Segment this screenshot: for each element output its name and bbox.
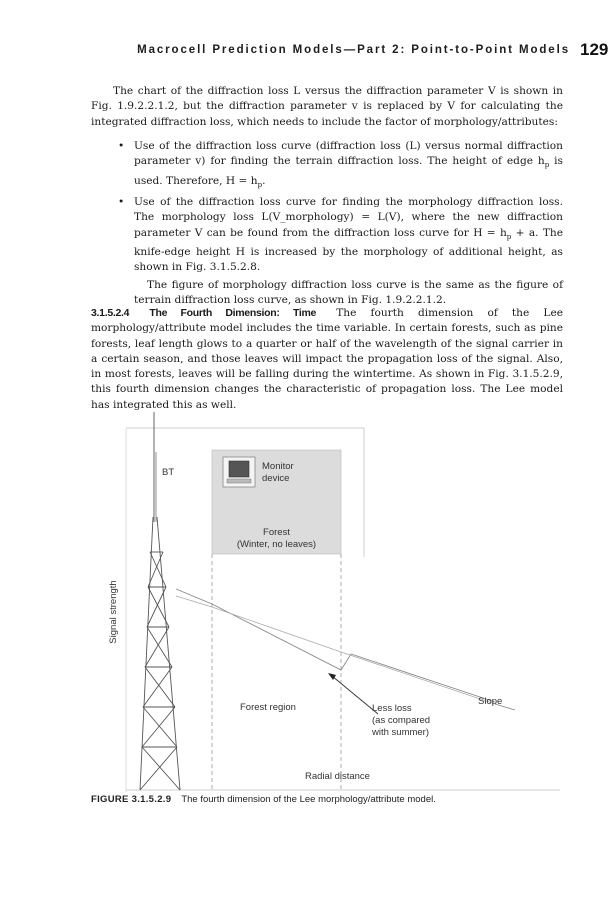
x-axis-label: Radial distance xyxy=(305,771,370,782)
section-3-1-5-2-4 xyxy=(91,306,563,413)
signal-curve-lower xyxy=(176,596,495,704)
section-number: 3.1.5.2.4 xyxy=(91,307,130,319)
subscript: p xyxy=(506,232,512,241)
figure-caption xyxy=(91,794,571,805)
bullet-text: is used. Therefore, H = h xyxy=(134,155,563,187)
monitor-label-line2: device xyxy=(262,473,290,484)
page-number: 129 xyxy=(580,40,609,59)
monitor-label-line1: Monitor xyxy=(262,461,294,472)
bullet-dot-icon: • xyxy=(118,196,125,209)
bullet-text: . xyxy=(262,174,266,187)
section-text: The fourth dimension of the Lee morphology/attribute model includes the time variable. In certain forests, such as pine forests, leaf length glows to a quarter or half of the wavelength of the signal carrier in a certain season, and those leaves will impact the propagation loss of the signal. Also, in most forests, leaves will be falling during the wintertime. As shown in Fig. 3.1.5.2.9, this fourth dimension changes the characteristic of propagation loss. The Lee model has integrated this as well. xyxy=(91,307,563,411)
bt-tower-icon xyxy=(140,517,180,790)
less-loss-line1: Less loss xyxy=(372,703,412,714)
subscript: p xyxy=(544,161,550,170)
less-loss-line2: (as compared xyxy=(372,715,431,726)
bullet-list xyxy=(91,139,563,308)
signal-curve-upper xyxy=(176,589,495,702)
section-title: The Fourth Dimension: Time xyxy=(149,307,317,319)
less-loss-line3: with summer) xyxy=(372,727,430,738)
caption-text: The fourth dimension of the Lee morphology/attribute model. xyxy=(181,794,436,805)
caption-label: FIGURE 3.1.5.2.9 xyxy=(91,794,172,805)
bullet-text: Use of the diffraction loss curve for finding the morphology diffraction loss. The morphology loss L(V_morphology) = L(V), where the new diffraction parameter V can be found from the diffraction loss curve for H = h xyxy=(134,196,563,239)
forest-label-line2: (Winter, no leaves) xyxy=(236,539,317,550)
bullet-continuation: The figure of morphology diffraction loss curve is the same as the figure of terrain diffraction loss curve, as shown in Fig. 1.9.2.2.1.2. xyxy=(134,278,563,306)
intro-paragraph: The chart of the diffraction loss L versus the diffraction parameter V is shown in Fig. 1.9.2.2.1.2, but the diffraction parameter v is replaced by V for calculating the integrated diffraction loss, which needs to include the factor of morphology/attributes: xyxy=(91,85,563,128)
figure-lee-model xyxy=(100,412,570,792)
bullet-text: + a. The knife-edge height H is increased by the morphology of additional height, as shown in Fig. 3.1.5.2.8. xyxy=(134,226,563,274)
bt-label: BT xyxy=(162,467,175,478)
bullet-item xyxy=(91,195,563,276)
monitor-device-icon xyxy=(223,457,255,487)
bullet-text: Use of the diffraction loss curve (diffraction loss (L) versus normal diffraction parameter v) for finding the terrain diffraction loss. The height of edge h xyxy=(134,140,563,168)
y-axis-label: Signal strength xyxy=(108,580,119,644)
arrowhead-icon xyxy=(328,673,336,680)
forest-region-label: Forest region xyxy=(240,702,296,713)
forest-label-line1: Forest xyxy=(263,527,290,538)
slope-label: Slope xyxy=(478,696,503,707)
running-head: Macrocell Prediction Models—Part 2: Point-to-Point Models xyxy=(137,44,570,56)
subscript: p xyxy=(257,180,263,189)
bullet-dot-icon: • xyxy=(118,140,125,152)
bullet-item xyxy=(91,139,563,193)
